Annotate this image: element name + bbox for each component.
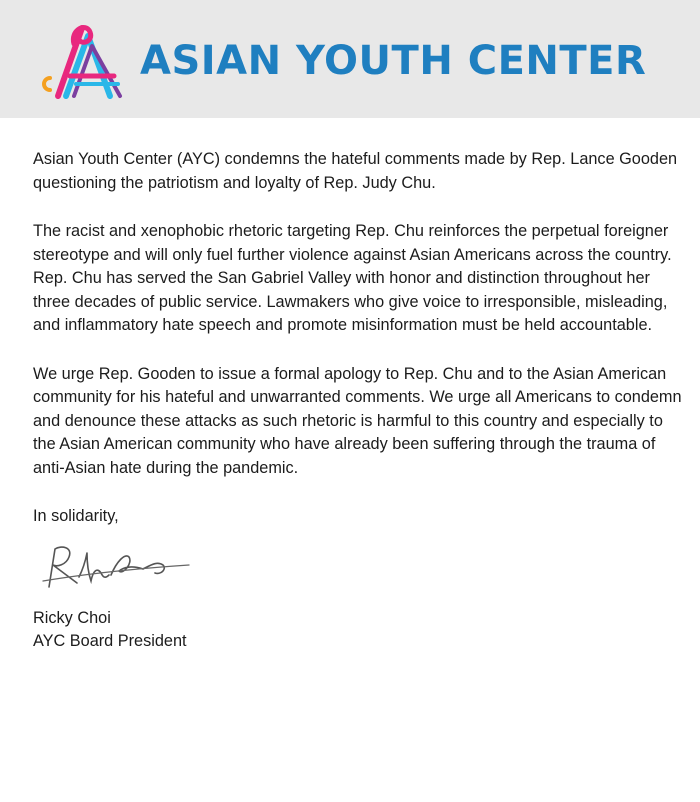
- statement-body: [33, 148, 683, 654]
- closing-line: In solidarity,: [33, 507, 119, 525]
- letterhead-banner: [0, 0, 700, 118]
- paragraph-condemnation: Asian Youth Center (AYC) condemns the hateful comments made by Rep. Lance Gooden questioning the patriotism and loyalty of Rep. Judy Chu.: [33, 150, 678, 192]
- signer-name: Ricky Choi: [33, 608, 111, 627]
- handwritten-signature: [39, 535, 209, 597]
- paragraph-rhetoric: The racist and xenophobic rhetoric targeting Rep. Chu reinforces the perpetual foreigner stereotype and will only fuel further violence against Asian Americans across the country. Rep. Chu has served the San Gabriel Valley with honor and distinction throughout her three decades of public service. Lawmakers who give voice to irresponsible, misleading, and inflammatory hate speech and promote misinformation must be held accountable.: [33, 222, 672, 334]
- logo-wordmark: ASIAN YOUTH CENTER: [140, 38, 647, 84]
- ayc-logo-icon: [30, 22, 130, 100]
- paragraph-apology-request: We urge Rep. Gooden to issue a formal apology to Rep. Chu and to the Asian American community for his hateful and unwarranted comments. We urge all Americans to condemn and denounce these attacks as such rhetoric is harmful to this country and especially to the Asian American community who have already been suffering through the trauma of anti-Asian hate during the pandemic.: [33, 364, 682, 477]
- signer-title: AYC Board President: [33, 632, 187, 650]
